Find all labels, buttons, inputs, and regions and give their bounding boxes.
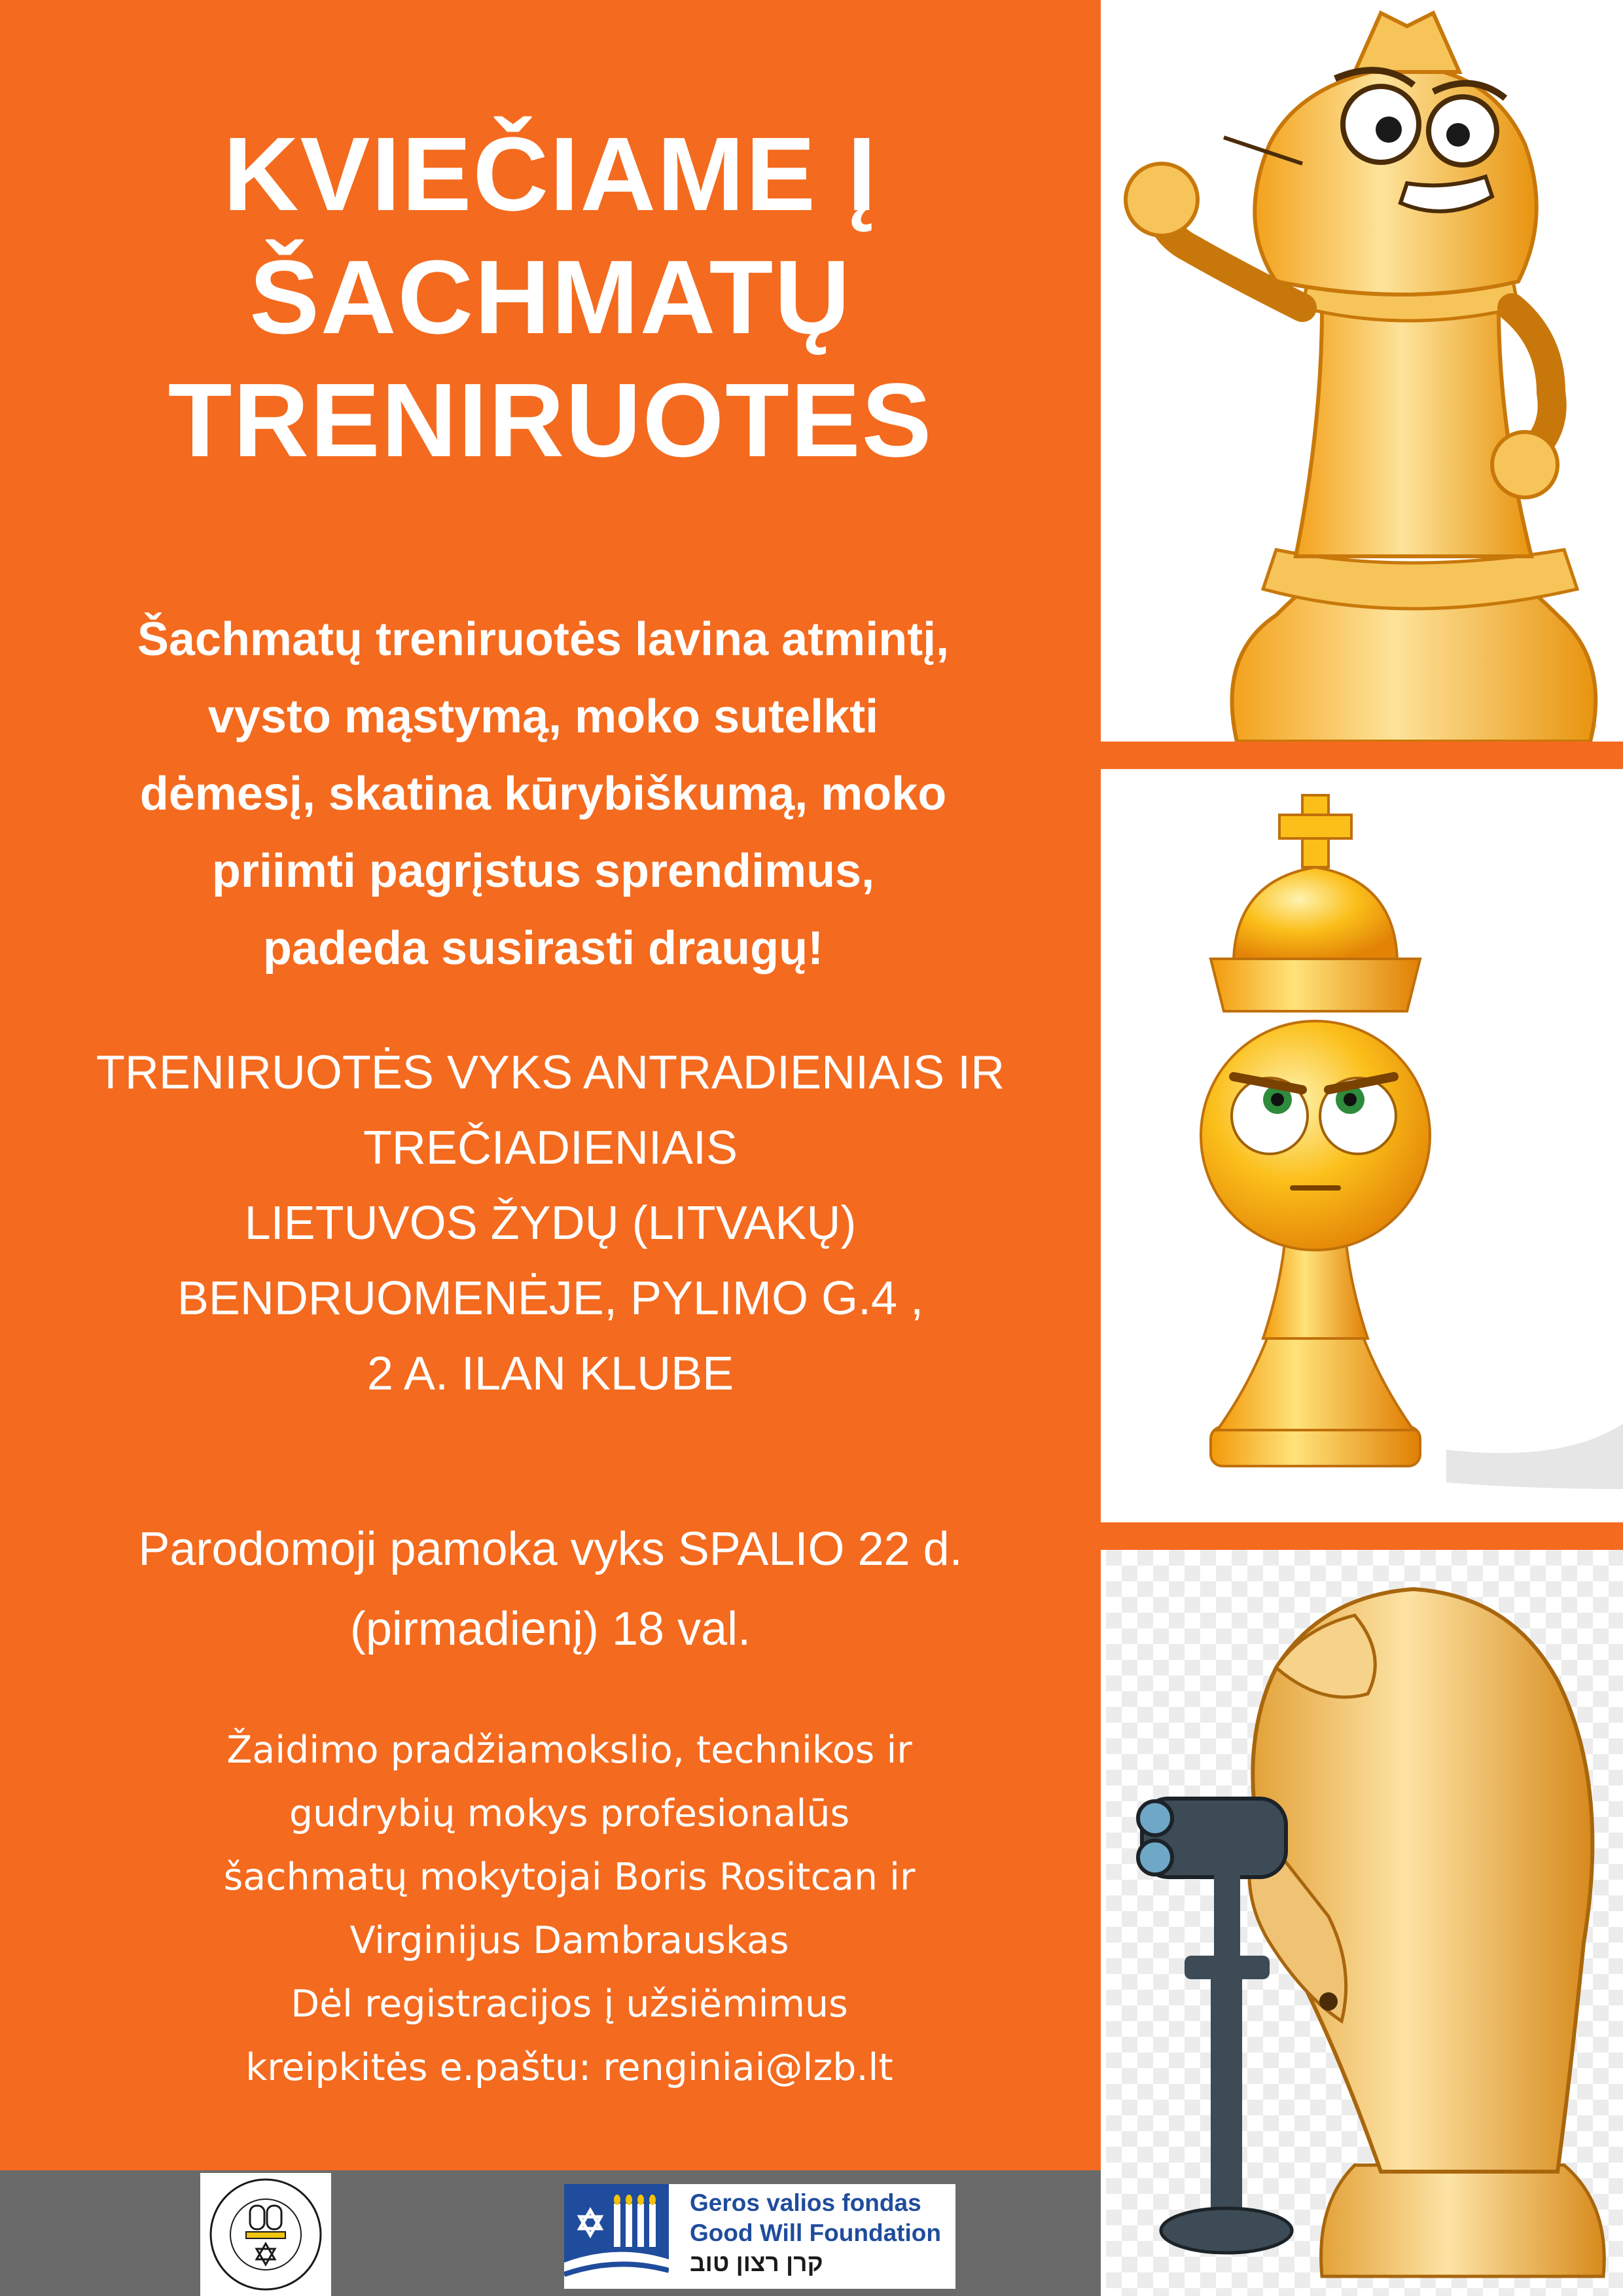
- king-picture: [1106, 769, 1623, 1522]
- title-line: TRENIRUOTES: [168, 361, 933, 478]
- schedule-line: BENDRUOMENĖJE, PYLIMO G.4 ,: [177, 1272, 924, 1325]
- intro-line: priimti pagrįstus sprendimus,: [211, 845, 875, 897]
- queen-icon: [1106, 0, 1623, 742]
- title-line: KVIEČIAME Į: [223, 115, 878, 232]
- poster-title: [0, 113, 1101, 482]
- intro-paragraph: [39, 601, 1047, 987]
- good-will-foundation-logo: [564, 2184, 955, 2289]
- lesson-line: (pirmadienį) 18 val.: [349, 1603, 751, 1655]
- intro-line: dėmesį, skatina kūrybiškumą, moko: [139, 768, 947, 820]
- teachers-line: gudrybių mokys profesionalūs: [289, 1792, 850, 1835]
- foundation-name-lt: Geros valios fondas: [690, 2189, 921, 2216]
- teachers-line: Dėl registracijos į užsiёmimus: [291, 1982, 848, 2026]
- schedule-line: 2 A. ILAN KLUBE: [366, 1348, 734, 1400]
- intro-line: Šachmatų treniruotės lavina atmintį,: [137, 613, 950, 666]
- schedule-block: [0, 1035, 1101, 1412]
- king-icon: [1106, 769, 1623, 1522]
- title-line: ŠACHMATŲ: [249, 238, 851, 355]
- picture-divider: [1101, 1522, 1623, 1550]
- schedule-line: LIETUVOS ŽYDŲ (LITVAKŲ): [244, 1197, 857, 1249]
- teachers-block: [79, 1719, 1060, 2100]
- foundation-name-en: Good Will Foundation: [690, 2219, 941, 2246]
- schedule-line: TRENIRUOTĖS VYKS ANTRADIENIAIS IR: [96, 1047, 1005, 1099]
- contact-email-line: kreipkitės e.paštu: renginiai@lzb.lt: [245, 2046, 893, 2089]
- knight-picture: [1106, 1550, 1623, 2296]
- teachers-line: Žaidimo pradžiamokslio, technikos ir: [226, 1729, 912, 1772]
- foundation-name: [690, 2188, 955, 2278]
- lesson-line: Parodomoji pamoka vyks SPALIO 22 d.: [138, 1523, 963, 1575]
- knight-icon: [1106, 1550, 1623, 2296]
- lithuanian-jewish-community-seal-icon: [200, 2173, 331, 2296]
- demo-lesson-block: [0, 1509, 1101, 1669]
- teachers-line: Virginijus Dambrauskas: [349, 1919, 789, 1962]
- star-of-david-menorah-icon: [564, 2184, 669, 2289]
- foundation-name-he: קרן רצון טוב: [690, 2250, 823, 2276]
- schedule-line: TREČIADIENIAIS: [363, 1122, 738, 1174]
- intro-line: padeda susirasti draugų!: [262, 922, 824, 975]
- teachers-line: šachmatų mokytojai Boris Rositcan ir: [223, 1856, 916, 1899]
- lzb-logo: [200, 2173, 331, 2296]
- intro-line: vysto mąstymą, moko sutelkti: [207, 691, 879, 743]
- picture-divider: [1101, 742, 1623, 769]
- queen-picture: [1106, 0, 1623, 742]
